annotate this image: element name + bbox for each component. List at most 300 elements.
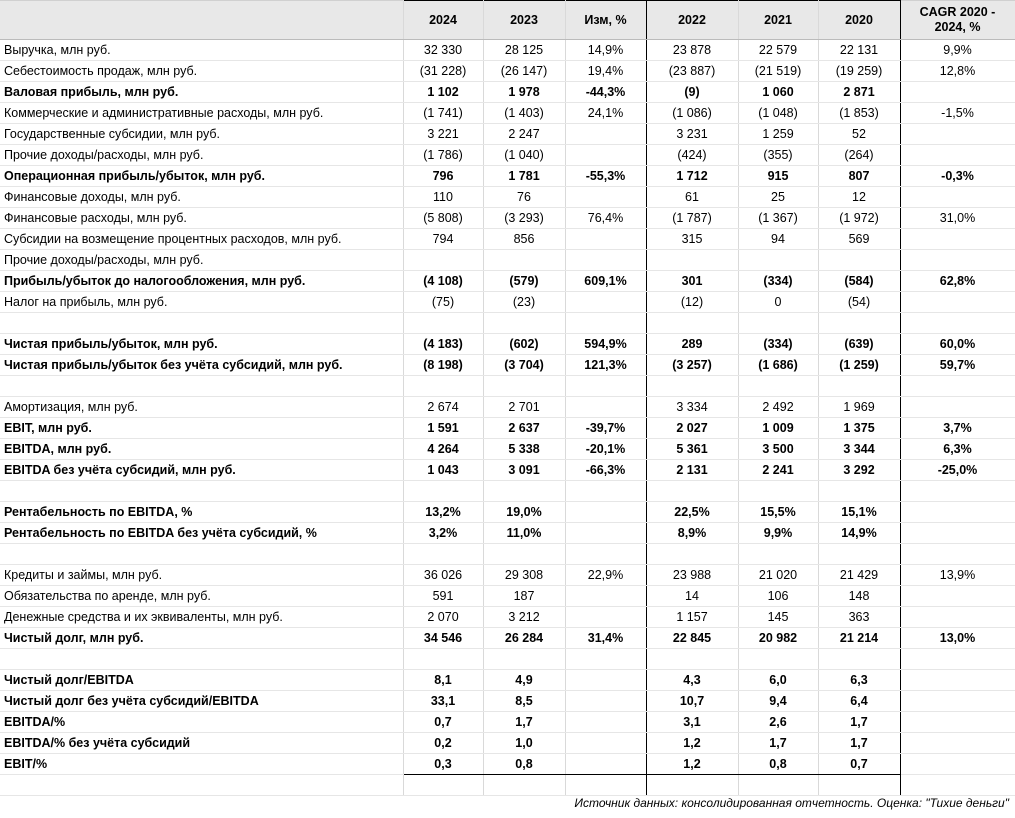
- cell-2023: 0,8: [483, 754, 565, 775]
- cell-2024: 110: [403, 187, 483, 208]
- cell-change: -39,7%: [565, 418, 646, 439]
- cell-2020: 3 344: [818, 439, 900, 460]
- table-row: [0, 187, 1015, 208]
- cell-label: Прочие доходы/расходы, млн руб.: [0, 250, 403, 271]
- cell-2022: [646, 313, 738, 334]
- cell-2024: 3 221: [403, 124, 483, 145]
- cell-change: [565, 481, 646, 502]
- cell-2021: 1 009: [738, 418, 818, 439]
- cell-2023: (602): [483, 334, 565, 355]
- cell-2023: (1 040): [483, 145, 565, 166]
- table-row: [0, 607, 1015, 628]
- cell-change: [565, 145, 646, 166]
- cell-2023: 4,9: [483, 670, 565, 691]
- cell-2023: [483, 775, 565, 796]
- cell-label: EBIT, млн руб.: [0, 418, 403, 439]
- cell-change: 31,4%: [565, 628, 646, 649]
- table-row: [0, 61, 1015, 82]
- header-cagr: CAGR 2020 - 2024, %: [900, 1, 1015, 40]
- cell-2024: 0,2: [403, 733, 483, 754]
- cell-2024: (4 108): [403, 271, 483, 292]
- cell-2024: 34 546: [403, 628, 483, 649]
- cell-2023: 187: [483, 586, 565, 607]
- cell-2022: 22 845: [646, 628, 738, 649]
- cell-label: Государственные субсидии, млн руб.: [0, 124, 403, 145]
- cell-2023: 2 701: [483, 397, 565, 418]
- cell-change: 22,9%: [565, 565, 646, 586]
- cell-2023: [483, 544, 565, 565]
- table-row: [0, 670, 1015, 691]
- cell-label: Коммерческие и административные расходы, млн руб.: [0, 103, 403, 124]
- cell-2021: 94: [738, 229, 818, 250]
- cell-2020: (639): [818, 334, 900, 355]
- cell-2024: [403, 376, 483, 397]
- cell-cagr: [900, 250, 1015, 271]
- cell-2021: (1 367): [738, 208, 818, 229]
- cell-2023: [483, 481, 565, 502]
- cell-change: [565, 523, 646, 544]
- cell-cagr: [900, 691, 1015, 712]
- cell-2023: 28 125: [483, 40, 565, 61]
- table-row: [0, 334, 1015, 355]
- cell-2022: 14: [646, 586, 738, 607]
- cell-2021: [738, 481, 818, 502]
- cell-2024: 794: [403, 229, 483, 250]
- header-row: [0, 1, 1015, 40]
- cell-2021: 3 500: [738, 439, 818, 460]
- cell-change: -44,3%: [565, 82, 646, 103]
- cell-2023: 3 091: [483, 460, 565, 481]
- table-body: [0, 40, 1015, 796]
- header-change: Изм, %: [565, 1, 646, 40]
- cell-label: Чистый долг, млн руб.: [0, 628, 403, 649]
- cell-2020: (1 259): [818, 355, 900, 376]
- table-row: [0, 775, 1015, 796]
- cell-change: [565, 292, 646, 313]
- cell-2021: (21 519): [738, 61, 818, 82]
- cell-label: [0, 481, 403, 502]
- cell-2021: [738, 649, 818, 670]
- cell-cagr: 13,0%: [900, 628, 1015, 649]
- cell-label: Выручка, млн руб.: [0, 40, 403, 61]
- cell-cagr: [900, 649, 1015, 670]
- header-2020: 2020: [818, 1, 900, 40]
- cell-cagr: [900, 82, 1015, 103]
- cell-2020: [818, 376, 900, 397]
- cell-change: 76,4%: [565, 208, 646, 229]
- table-row: [0, 355, 1015, 376]
- cell-2024: (1 741): [403, 103, 483, 124]
- cell-cagr: [900, 229, 1015, 250]
- cell-change: [565, 124, 646, 145]
- cell-2020: 1,7: [818, 733, 900, 754]
- cell-2023: (23): [483, 292, 565, 313]
- table-row: [0, 460, 1015, 481]
- cell-2024: 0,7: [403, 712, 483, 733]
- cell-label: EBITDA, млн руб.: [0, 439, 403, 460]
- cell-2024: 591: [403, 586, 483, 607]
- cell-cagr: 3,7%: [900, 418, 1015, 439]
- cell-2024: 1 102: [403, 82, 483, 103]
- cell-2023: 1,7: [483, 712, 565, 733]
- cell-label: Амортизация, млн руб.: [0, 397, 403, 418]
- cell-label: Кредиты и займы, млн руб.: [0, 565, 403, 586]
- cell-change: [565, 544, 646, 565]
- cell-2022: 8,9%: [646, 523, 738, 544]
- cell-2022: 1 712: [646, 166, 738, 187]
- cell-cagr: [900, 586, 1015, 607]
- cell-2022: [646, 376, 738, 397]
- cell-2023: 1,0: [483, 733, 565, 754]
- cell-cagr: -25,0%: [900, 460, 1015, 481]
- cell-2022: 289: [646, 334, 738, 355]
- cell-change: 609,1%: [565, 271, 646, 292]
- cell-2022: [646, 544, 738, 565]
- cell-change: [565, 649, 646, 670]
- cell-2022: [646, 775, 738, 796]
- cell-2022: [646, 250, 738, 271]
- cell-label: Себестоимость продаж, млн руб.: [0, 61, 403, 82]
- cell-2023: 11,0%: [483, 523, 565, 544]
- cell-2024: 3,2%: [403, 523, 483, 544]
- cell-2021: (1 048): [738, 103, 818, 124]
- cell-cagr: 12,8%: [900, 61, 1015, 82]
- cell-label: [0, 376, 403, 397]
- cell-label: EBITDA без учёта субсидий, млн руб.: [0, 460, 403, 481]
- cell-2024: [403, 313, 483, 334]
- cell-cagr: [900, 292, 1015, 313]
- cell-2023: (579): [483, 271, 565, 292]
- cell-change: 24,1%: [565, 103, 646, 124]
- cell-2021: 1 060: [738, 82, 818, 103]
- cell-change: [565, 712, 646, 733]
- cell-label: EBITDA/%: [0, 712, 403, 733]
- cell-change: -20,1%: [565, 439, 646, 460]
- cell-2024: (5 808): [403, 208, 483, 229]
- table-row: [0, 439, 1015, 460]
- cell-2023: 76: [483, 187, 565, 208]
- cell-change: [565, 670, 646, 691]
- cell-2021: 20 982: [738, 628, 818, 649]
- cell-2020: 21 429: [818, 565, 900, 586]
- cell-label: EBIT/%: [0, 754, 403, 775]
- cell-2024: 33,1: [403, 691, 483, 712]
- cell-2021: 9,4: [738, 691, 818, 712]
- cell-2021: 2 492: [738, 397, 818, 418]
- table-row: [0, 544, 1015, 565]
- cell-cagr: [900, 523, 1015, 544]
- cell-2020: (264): [818, 145, 900, 166]
- cell-2021: [738, 376, 818, 397]
- cell-2022: 315: [646, 229, 738, 250]
- cell-2023: [483, 649, 565, 670]
- table-row: [0, 649, 1015, 670]
- cell-2021: 15,5%: [738, 502, 818, 523]
- table-row: [0, 145, 1015, 166]
- cell-cagr: -0,3%: [900, 166, 1015, 187]
- cell-2022: 61: [646, 187, 738, 208]
- cell-change: 121,3%: [565, 355, 646, 376]
- cell-2024: [403, 775, 483, 796]
- cell-2022: 2 027: [646, 418, 738, 439]
- cell-2020: 21 214: [818, 628, 900, 649]
- table-row: [0, 481, 1015, 502]
- cell-2022: 23 878: [646, 40, 738, 61]
- cell-2021: 2 241: [738, 460, 818, 481]
- cell-2021: 2,6: [738, 712, 818, 733]
- cell-2021: (1 686): [738, 355, 818, 376]
- cell-label: [0, 544, 403, 565]
- cell-2021: 915: [738, 166, 818, 187]
- cell-change: 14,9%: [565, 40, 646, 61]
- cell-2024: 36 026: [403, 565, 483, 586]
- cell-cagr: [900, 145, 1015, 166]
- cell-2021: [738, 544, 818, 565]
- cell-2022: 22,5%: [646, 502, 738, 523]
- cell-2020: (584): [818, 271, 900, 292]
- table-row: [0, 565, 1015, 586]
- cell-2021: [738, 250, 818, 271]
- cell-2020: (1 972): [818, 208, 900, 229]
- cell-cagr: 9,9%: [900, 40, 1015, 61]
- table-row: [0, 124, 1015, 145]
- cell-label: Прочие доходы/расходы, млн руб.: [0, 145, 403, 166]
- cell-change: -66,3%: [565, 460, 646, 481]
- cell-cagr: [900, 544, 1015, 565]
- cell-2020: 569: [818, 229, 900, 250]
- cell-label: Обязательства по аренде, млн руб.: [0, 586, 403, 607]
- cell-2021: 21 020: [738, 565, 818, 586]
- cell-2023: 26 284: [483, 628, 565, 649]
- cell-2023: (3 293): [483, 208, 565, 229]
- cell-change: [565, 607, 646, 628]
- cell-2024: 2 674: [403, 397, 483, 418]
- cell-2023: (1 403): [483, 103, 565, 124]
- cell-2023: 3 212: [483, 607, 565, 628]
- cell-2022: 3 231: [646, 124, 738, 145]
- cell-label: Валовая прибыль, млн руб.: [0, 82, 403, 103]
- cell-label: Субсидии на возмещение процентных расходов, млн руб.: [0, 229, 403, 250]
- cell-cagr: [900, 397, 1015, 418]
- cell-cagr: [900, 754, 1015, 775]
- cell-label: [0, 649, 403, 670]
- cell-2024: (4 183): [403, 334, 483, 355]
- cell-cagr: [900, 124, 1015, 145]
- cell-cagr: [900, 733, 1015, 754]
- cell-2020: [818, 481, 900, 502]
- cell-label: Финансовые расходы, млн руб.: [0, 208, 403, 229]
- cell-2020: 22 131: [818, 40, 900, 61]
- cell-cagr: 60,0%: [900, 334, 1015, 355]
- cell-cagr: [900, 376, 1015, 397]
- table-row: [0, 397, 1015, 418]
- cell-2022: (9): [646, 82, 738, 103]
- cell-2020: 363: [818, 607, 900, 628]
- cell-2020: [818, 544, 900, 565]
- cell-change: [565, 586, 646, 607]
- cell-2022: 1,2: [646, 733, 738, 754]
- cell-2022: 301: [646, 271, 738, 292]
- table-row: [0, 376, 1015, 397]
- table-row: [0, 166, 1015, 187]
- cell-cagr: [900, 313, 1015, 334]
- cell-2021: 6,0: [738, 670, 818, 691]
- cell-2024: (8 198): [403, 355, 483, 376]
- cell-change: [565, 187, 646, 208]
- cell-2021: (334): [738, 334, 818, 355]
- cell-2021: 22 579: [738, 40, 818, 61]
- table-row: [0, 103, 1015, 124]
- cell-2024: 4 264: [403, 439, 483, 460]
- table-row: [0, 40, 1015, 61]
- table-row: [0, 82, 1015, 103]
- cell-cagr: -1,5%: [900, 103, 1015, 124]
- cell-2020: 0,7: [818, 754, 900, 775]
- table-row: [0, 502, 1015, 523]
- cell-label: [0, 313, 403, 334]
- cell-2023: 19,0%: [483, 502, 565, 523]
- cell-2020: 14,9%: [818, 523, 900, 544]
- cell-change: -55,3%: [565, 166, 646, 187]
- cell-2021: (334): [738, 271, 818, 292]
- cell-label: Чистая прибыль/убыток, млн руб.: [0, 334, 403, 355]
- cell-2023: 856: [483, 229, 565, 250]
- cell-2024: 13,2%: [403, 502, 483, 523]
- cell-change: [565, 229, 646, 250]
- cell-2020: 12: [818, 187, 900, 208]
- cell-2022: (424): [646, 145, 738, 166]
- cell-2022: 1 157: [646, 607, 738, 628]
- cell-2023: 29 308: [483, 565, 565, 586]
- cell-change: [565, 754, 646, 775]
- cell-2020: (1 853): [818, 103, 900, 124]
- cell-2022: (1 086): [646, 103, 738, 124]
- cell-2021: 1,7: [738, 733, 818, 754]
- cell-change: [565, 691, 646, 712]
- cell-2021: 25: [738, 187, 818, 208]
- cell-2020: [818, 775, 900, 796]
- cell-2021: (355): [738, 145, 818, 166]
- cell-change: [565, 775, 646, 796]
- cell-2023: 5 338: [483, 439, 565, 460]
- cell-2020: 3 292: [818, 460, 900, 481]
- cell-label: Прибыль/убыток до налогообложения, млн руб.: [0, 271, 403, 292]
- table-row: [0, 418, 1015, 439]
- cell-2022: 5 361: [646, 439, 738, 460]
- cell-2023: 1 978: [483, 82, 565, 103]
- cell-2021: 0,8: [738, 754, 818, 775]
- cell-label: Рентабельность по EBITDA, %: [0, 502, 403, 523]
- cell-2022: 1,2: [646, 754, 738, 775]
- table-row: [0, 292, 1015, 313]
- cell-2021: 9,9%: [738, 523, 818, 544]
- cell-2024: 8,1: [403, 670, 483, 691]
- table-row: [0, 712, 1015, 733]
- cell-2021: 106: [738, 586, 818, 607]
- cell-2022: [646, 481, 738, 502]
- cell-2020: 1 375: [818, 418, 900, 439]
- cell-2024: 2 070: [403, 607, 483, 628]
- cell-label: Операционная прибыль/убыток, млн руб.: [0, 166, 403, 187]
- cell-cagr: [900, 481, 1015, 502]
- cell-cagr: [900, 775, 1015, 796]
- table-row: [0, 313, 1015, 334]
- cell-2023: [483, 313, 565, 334]
- header-label: [0, 1, 403, 40]
- cell-2022: 3 334: [646, 397, 738, 418]
- cell-2020: 807: [818, 166, 900, 187]
- cell-change: 19,4%: [565, 61, 646, 82]
- header-2021: 2021: [738, 1, 818, 40]
- cell-label: Чистый долг без учёта субсидий/EBITDA: [0, 691, 403, 712]
- cell-change: 594,9%: [565, 334, 646, 355]
- cell-2022: (23 887): [646, 61, 738, 82]
- cell-cagr: [900, 670, 1015, 691]
- cell-2020: 2 871: [818, 82, 900, 103]
- cell-2021: [738, 313, 818, 334]
- cell-2021: 1 259: [738, 124, 818, 145]
- cell-2020: (54): [818, 292, 900, 313]
- cell-2023: 2 637: [483, 418, 565, 439]
- cell-2022: 4,3: [646, 670, 738, 691]
- cell-2024: [403, 544, 483, 565]
- table-row: [0, 208, 1015, 229]
- cell-2021: [738, 775, 818, 796]
- cell-cagr: [900, 607, 1015, 628]
- cell-cagr: 59,7%: [900, 355, 1015, 376]
- cell-2022: (1 787): [646, 208, 738, 229]
- cell-2023: [483, 250, 565, 271]
- cell-2023: [483, 376, 565, 397]
- cell-2021: 145: [738, 607, 818, 628]
- cell-change: [565, 250, 646, 271]
- table-row: [0, 586, 1015, 607]
- table-row: [0, 691, 1015, 712]
- cell-2023: (26 147): [483, 61, 565, 82]
- cell-2024: [403, 481, 483, 502]
- cell-change: [565, 313, 646, 334]
- cell-2023: 2 247: [483, 124, 565, 145]
- cell-2023: 8,5: [483, 691, 565, 712]
- cell-2024: (31 228): [403, 61, 483, 82]
- table-row: [0, 271, 1015, 292]
- cell-2022: 3,1: [646, 712, 738, 733]
- cell-cagr: 13,9%: [900, 565, 1015, 586]
- cell-2020: [818, 250, 900, 271]
- cell-cagr: [900, 712, 1015, 733]
- cell-2020: [818, 313, 900, 334]
- cell-change: [565, 502, 646, 523]
- cell-2024: 1 591: [403, 418, 483, 439]
- source-note: Источник данных: консолидированная отчетность. Оценка: "Тихие деньги": [574, 796, 1009, 810]
- cell-2024: [403, 649, 483, 670]
- cell-label: Чистая прибыль/убыток без учёта субсидий, млн руб.: [0, 355, 403, 376]
- cell-2022: 2 131: [646, 460, 738, 481]
- cell-label: Финансовые доходы, млн руб.: [0, 187, 403, 208]
- table-row: [0, 733, 1015, 754]
- cell-label: Денежные средства и их эквиваленты, млн руб.: [0, 607, 403, 628]
- cell-label: Рентабельность по EBITDA без учёта субсидий, %: [0, 523, 403, 544]
- table-row: [0, 754, 1015, 775]
- cell-change: [565, 376, 646, 397]
- header-2024: 2024: [403, 1, 483, 40]
- cell-2022: 10,7: [646, 691, 738, 712]
- cell-2024: 32 330: [403, 40, 483, 61]
- table-row: [0, 229, 1015, 250]
- cell-label: [0, 775, 403, 796]
- table-row: [0, 523, 1015, 544]
- cell-change: [565, 397, 646, 418]
